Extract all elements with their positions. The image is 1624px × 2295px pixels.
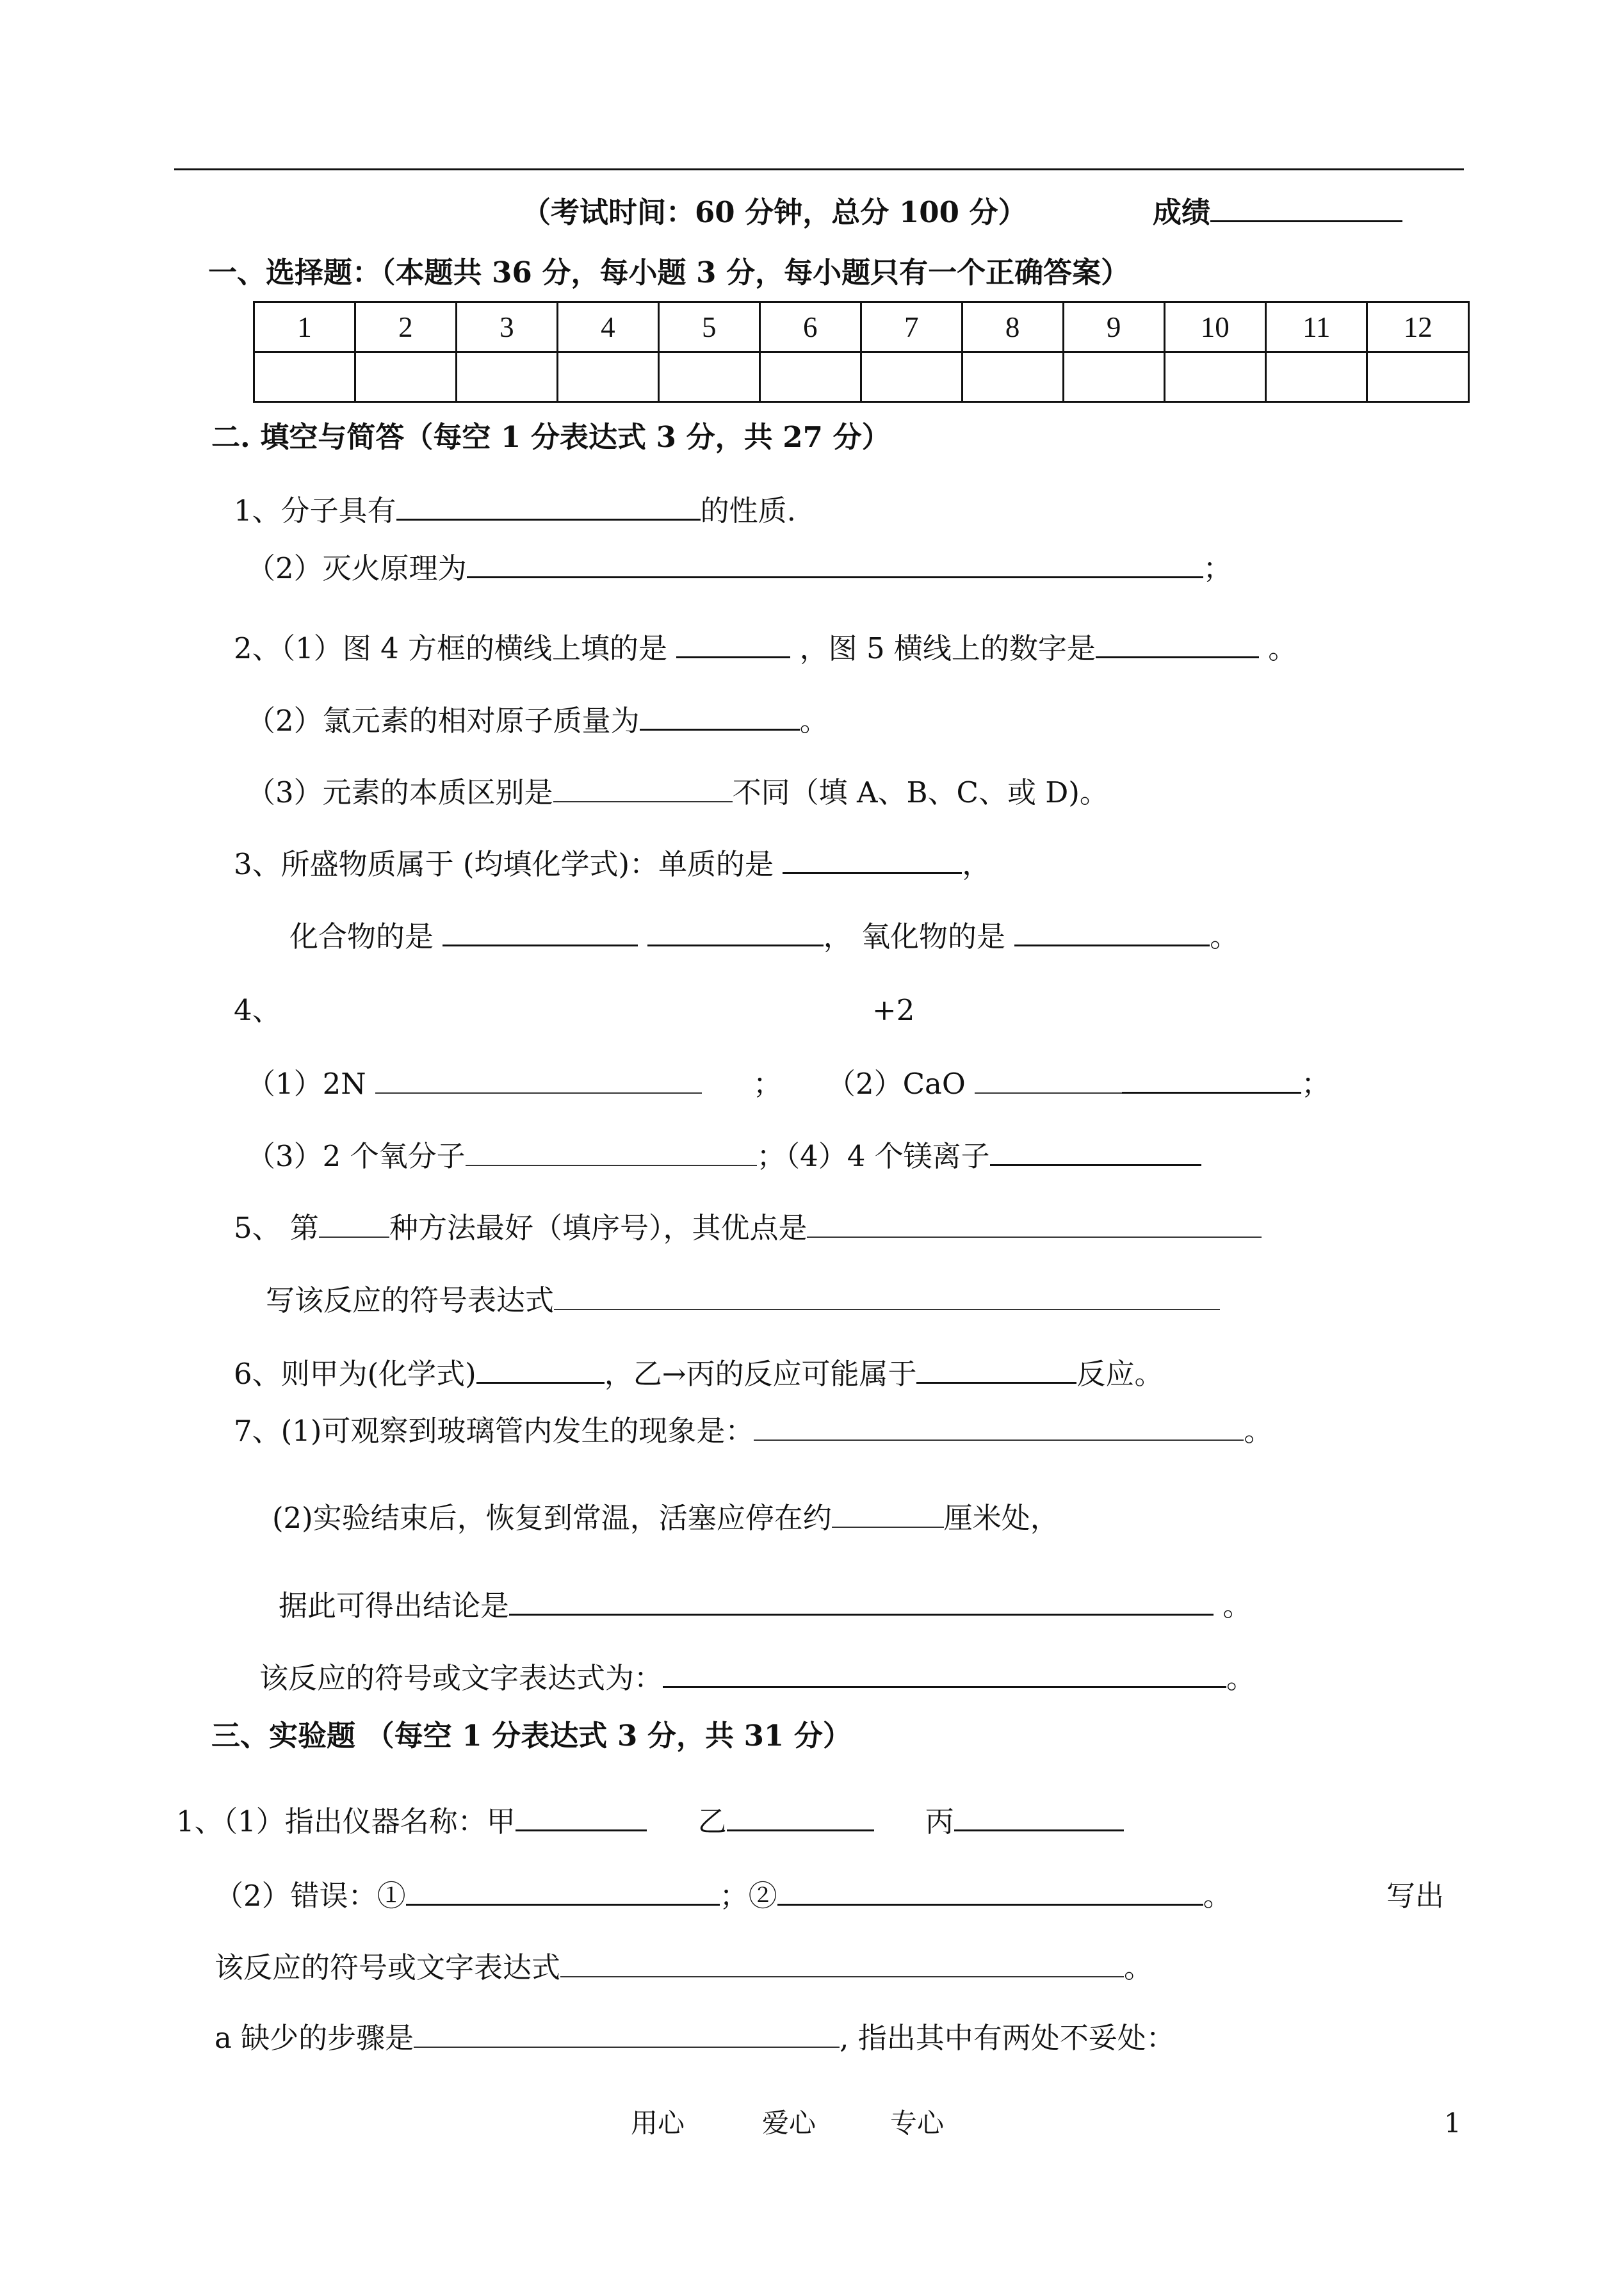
s3-q1-bing-label: 丙 [925, 1804, 954, 1838]
s2-q7-3-line [279, 1588, 1251, 1624]
s2-q4-row-1 [247, 1066, 1330, 1102]
s2-q5-blank-expression[interactable] [554, 1283, 1220, 1310]
s2-q6-blank-reaction[interactable] [916, 1356, 1076, 1384]
s2-q7-2-blank[interactable] [832, 1501, 944, 1528]
section1-title: 一、选择题：（本题共 36 分，每小题 3 分，每小题只有一个正确答案） [208, 255, 1130, 289]
s2-q7-2-line [272, 1500, 1059, 1536]
s2-q4-2-end: ； [1301, 1067, 1331, 1101]
s3-q1-write-label: 写出 [1386, 1879, 1445, 1913]
s2-q4-1-blank[interactable] [375, 1067, 702, 1094]
s2-q4-number: 4、 [234, 993, 281, 1027]
s2-q7-1-end: 。 [1244, 1414, 1273, 1448]
s2-q6-blank-formula[interactable] [476, 1356, 605, 1384]
s2-q1-2-blank[interactable] [467, 551, 1203, 578]
footer-motto-2: 爱心 [762, 2107, 816, 2139]
answer-cell[interactable] [557, 352, 658, 402]
question-number: 6 [759, 302, 861, 352]
s2-q5-line-1 [234, 1210, 1262, 1246]
s2-q5-mid: 种方法最好（填序号），其优点是 [389, 1211, 808, 1245]
s3-q1-blank-jia[interactable] [516, 1804, 647, 1831]
s2-q3-end: 。 [1210, 920, 1239, 953]
s2-q2-1-line [234, 631, 1297, 667]
s2-q3-blank-compound-a[interactable] [443, 919, 638, 946]
s3-q1-line-4 [215, 2020, 1175, 2056]
s2-q7-3-blank[interactable] [509, 1588, 1214, 1616]
answer-cell[interactable] [861, 352, 962, 402]
question-number: 3 [456, 302, 557, 352]
answer-cell[interactable] [254, 352, 355, 402]
question-number: 10 [1164, 302, 1265, 352]
s2-q1-2-suffix: ； [1203, 551, 1232, 585]
s3-q1-3-end: 。 [1124, 1950, 1153, 1984]
s2-q1-text: 1、分子具有 [234, 494, 396, 528]
s2-q4-1-text: （1）2N [247, 1067, 366, 1101]
s2-q3-line-2 [289, 919, 1238, 955]
s2-q7-1-text: 7、(1)可观察到玻璃管内发生的现象是： [234, 1414, 754, 1448]
footer-motto-1: 用心 [631, 2107, 685, 2139]
score-blank[interactable] [1210, 195, 1402, 222]
footer-motto-3: 专心 [890, 2107, 945, 2139]
s2-q4-4-blank[interactable] [990, 1139, 1201, 1166]
s3-q1-line-2 [215, 1878, 1232, 1914]
s2-q3-oxide-text: ， 氧化物的是 [823, 920, 1005, 953]
s2-q2-2-text: （2）氯元素的相对原子质量为 [247, 704, 640, 738]
s3-q1-2-text: （2）错误：① [215, 1879, 406, 1913]
s2-q7-3-end: 。 [1222, 1589, 1252, 1623]
s2-q5-expression-text: 写该反应的符号表达式 [266, 1283, 555, 1317]
exam-info: （考试时间：60 分钟，总分 100 分） [522, 195, 1027, 229]
s3-q1-4-end: , 指出其中有两处不妥处： [840, 2021, 1175, 2055]
answer-grid [253, 301, 1470, 403]
s2-q7-4-blank[interactable] [663, 1660, 1226, 1688]
s3-q1-2-blank-b[interactable] [777, 1878, 1203, 1906]
s3-q1-2-mid: ；② [719, 1879, 777, 1913]
question-number: 8 [962, 302, 1063, 352]
s2-q7-1-line [234, 1413, 1272, 1449]
s3-q1-3-blank[interactable] [560, 1950, 1124, 1977]
question-number: 5 [658, 302, 759, 352]
question-number: 12 [1367, 302, 1469, 352]
s2-q7-3-text: 据此可得出结论是 [279, 1589, 510, 1623]
s3-q1-yi-label: 乙 [697, 1804, 727, 1838]
answer-cell[interactable] [456, 352, 557, 402]
s2-q6-text: 6、则甲为(化学式) [234, 1357, 476, 1391]
s2-q3-text: 3、所盛物质属于 (均填化学式)：单质的是 [234, 847, 774, 881]
s2-q7-4-line [259, 1660, 1255, 1696]
s3-q1-4-blank[interactable] [414, 2021, 840, 2048]
s2-q1-suffix: 的性质. [700, 494, 796, 528]
s2-q7-4-end: 。 [1226, 1661, 1256, 1695]
header-rule [174, 168, 1464, 170]
s2-q2-1-text: 2、（1）图 4 方框的横线上填的是 [234, 631, 668, 665]
s2-q1-line [234, 493, 796, 529]
s2-q2-3-text: （3）元素的本质区别是 [247, 775, 553, 809]
answer-cell[interactable] [1367, 352, 1469, 402]
s2-q3-line-1 [234, 847, 991, 882]
s2-q6-line [234, 1356, 1163, 1392]
question-number: 11 [1266, 302, 1367, 352]
s2-q2-1-mid: ，图 5 横线上的数字是 [799, 631, 1096, 665]
question-number: 7 [861, 302, 962, 352]
answer-cell[interactable] [1266, 352, 1367, 402]
s2-q4-row-2 [247, 1139, 1201, 1174]
s3-q1-blank-yi[interactable] [727, 1804, 874, 1831]
s2-q4-2-blank-b[interactable] [1122, 1066, 1301, 1094]
s2-q3-blank-element[interactable] [783, 847, 962, 874]
s2-q7-1-blank[interactable] [754, 1414, 1244, 1441]
score-label-row [1153, 195, 1402, 231]
section3-title: 三、实验题 （每空 1 分表达式 3 分，共 31 分） [211, 1719, 852, 1753]
s2-q4-1-end: ； [752, 1067, 782, 1101]
s2-q5-blank-advantage[interactable] [807, 1211, 1262, 1238]
score-label: 成绩 [1153, 195, 1211, 229]
answer-grid-number-row [254, 302, 1469, 352]
s2-q4-2-blank-a[interactable] [975, 1067, 1122, 1094]
s2-q2-1-blank-b[interactable] [1096, 631, 1259, 658]
s2-q1-2-line [247, 551, 1232, 587]
s2-q4-3-text: （3）2 个氧分子 [247, 1139, 466, 1173]
answer-cell[interactable] [1164, 352, 1265, 402]
s2-q2-2-end: 。 [799, 704, 829, 738]
s3-q1-line-3 [215, 1950, 1153, 1986]
s2-q5-text: 5、 第 [234, 1211, 319, 1245]
s2-q5-line-2 [266, 1283, 1220, 1318]
s2-q7-2-end: 厘米处， [943, 1501, 1059, 1535]
answer-grid-answer-row [254, 352, 1469, 402]
question-number: 1 [254, 302, 355, 352]
s3-q1-3-text: 该反应的符号或文字表达式 [215, 1950, 561, 1984]
answer-cell[interactable] [355, 352, 456, 402]
s3-q1-blank-bing[interactable] [954, 1804, 1124, 1831]
s2-q5-blank-method[interactable] [319, 1211, 389, 1238]
s2-q3-blank-oxide[interactable] [1014, 919, 1210, 946]
s2-q4-2-text: （2）CaO [826, 1067, 966, 1101]
s3-q1-line-1 [176, 1804, 1124, 1840]
section2-title: 二. 填空与简答（每空 1 分表达式 3 分，共 27 分） [211, 420, 891, 454]
s2-q6-end: 反应。 [1076, 1357, 1164, 1391]
s2-q4-valence: +2 [872, 993, 915, 1027]
s2-q4-3-blank[interactable] [466, 1139, 757, 1166]
s3-q1-4-text: a 缺少的步骤是 [215, 2021, 414, 2055]
s2-q2-3-line [247, 775, 1108, 811]
page-number: 1 [1444, 2107, 1461, 2139]
answer-cell[interactable] [962, 352, 1063, 402]
s2-q6-mid: ，乙→丙的反应可能属于 [604, 1357, 917, 1391]
s2-q2-1-blank-a[interactable] [676, 631, 790, 658]
question-number: 4 [557, 302, 658, 352]
s2-q7-4-text: 该反应的符号或文字表达式为： [259, 1661, 663, 1695]
s2-q2-2-blank[interactable] [640, 703, 800, 731]
s3-q1-2-end: 。 [1203, 1879, 1232, 1913]
s2-q7-2-text: (2)实验结束后，恢复到常温，活塞应停在约 [272, 1501, 832, 1535]
answer-cell[interactable] [759, 352, 861, 402]
s3-q1-2-blank-a[interactable] [406, 1878, 720, 1906]
s2-q3-blank-compound-b[interactable] [647, 919, 824, 946]
s2-q2-3-end: 不同（填 A、B、C、或 D)。 [732, 775, 1108, 809]
answer-cell[interactable] [658, 352, 759, 402]
s2-q3-comma: ， [962, 847, 991, 881]
s2-q2-3-blank[interactable] [553, 775, 733, 802]
s2-q1-2-text: （2）灭火原理为 [247, 551, 467, 585]
question-number: 9 [1063, 302, 1164, 352]
s2-q1-blank[interactable] [396, 493, 701, 521]
s2-q3-compound-text: 化合物的是 [289, 920, 434, 953]
s2-q2-1-end: 。 [1268, 631, 1297, 665]
s2-q2-2-line [247, 703, 829, 739]
question-number: 2 [355, 302, 456, 352]
answer-cell[interactable] [1063, 352, 1164, 402]
s3-q1-text: 1、（1）指出仪器名称：甲 [176, 1804, 516, 1838]
s2-q4-4-text: ；（4）4 个镁离子 [756, 1139, 990, 1173]
